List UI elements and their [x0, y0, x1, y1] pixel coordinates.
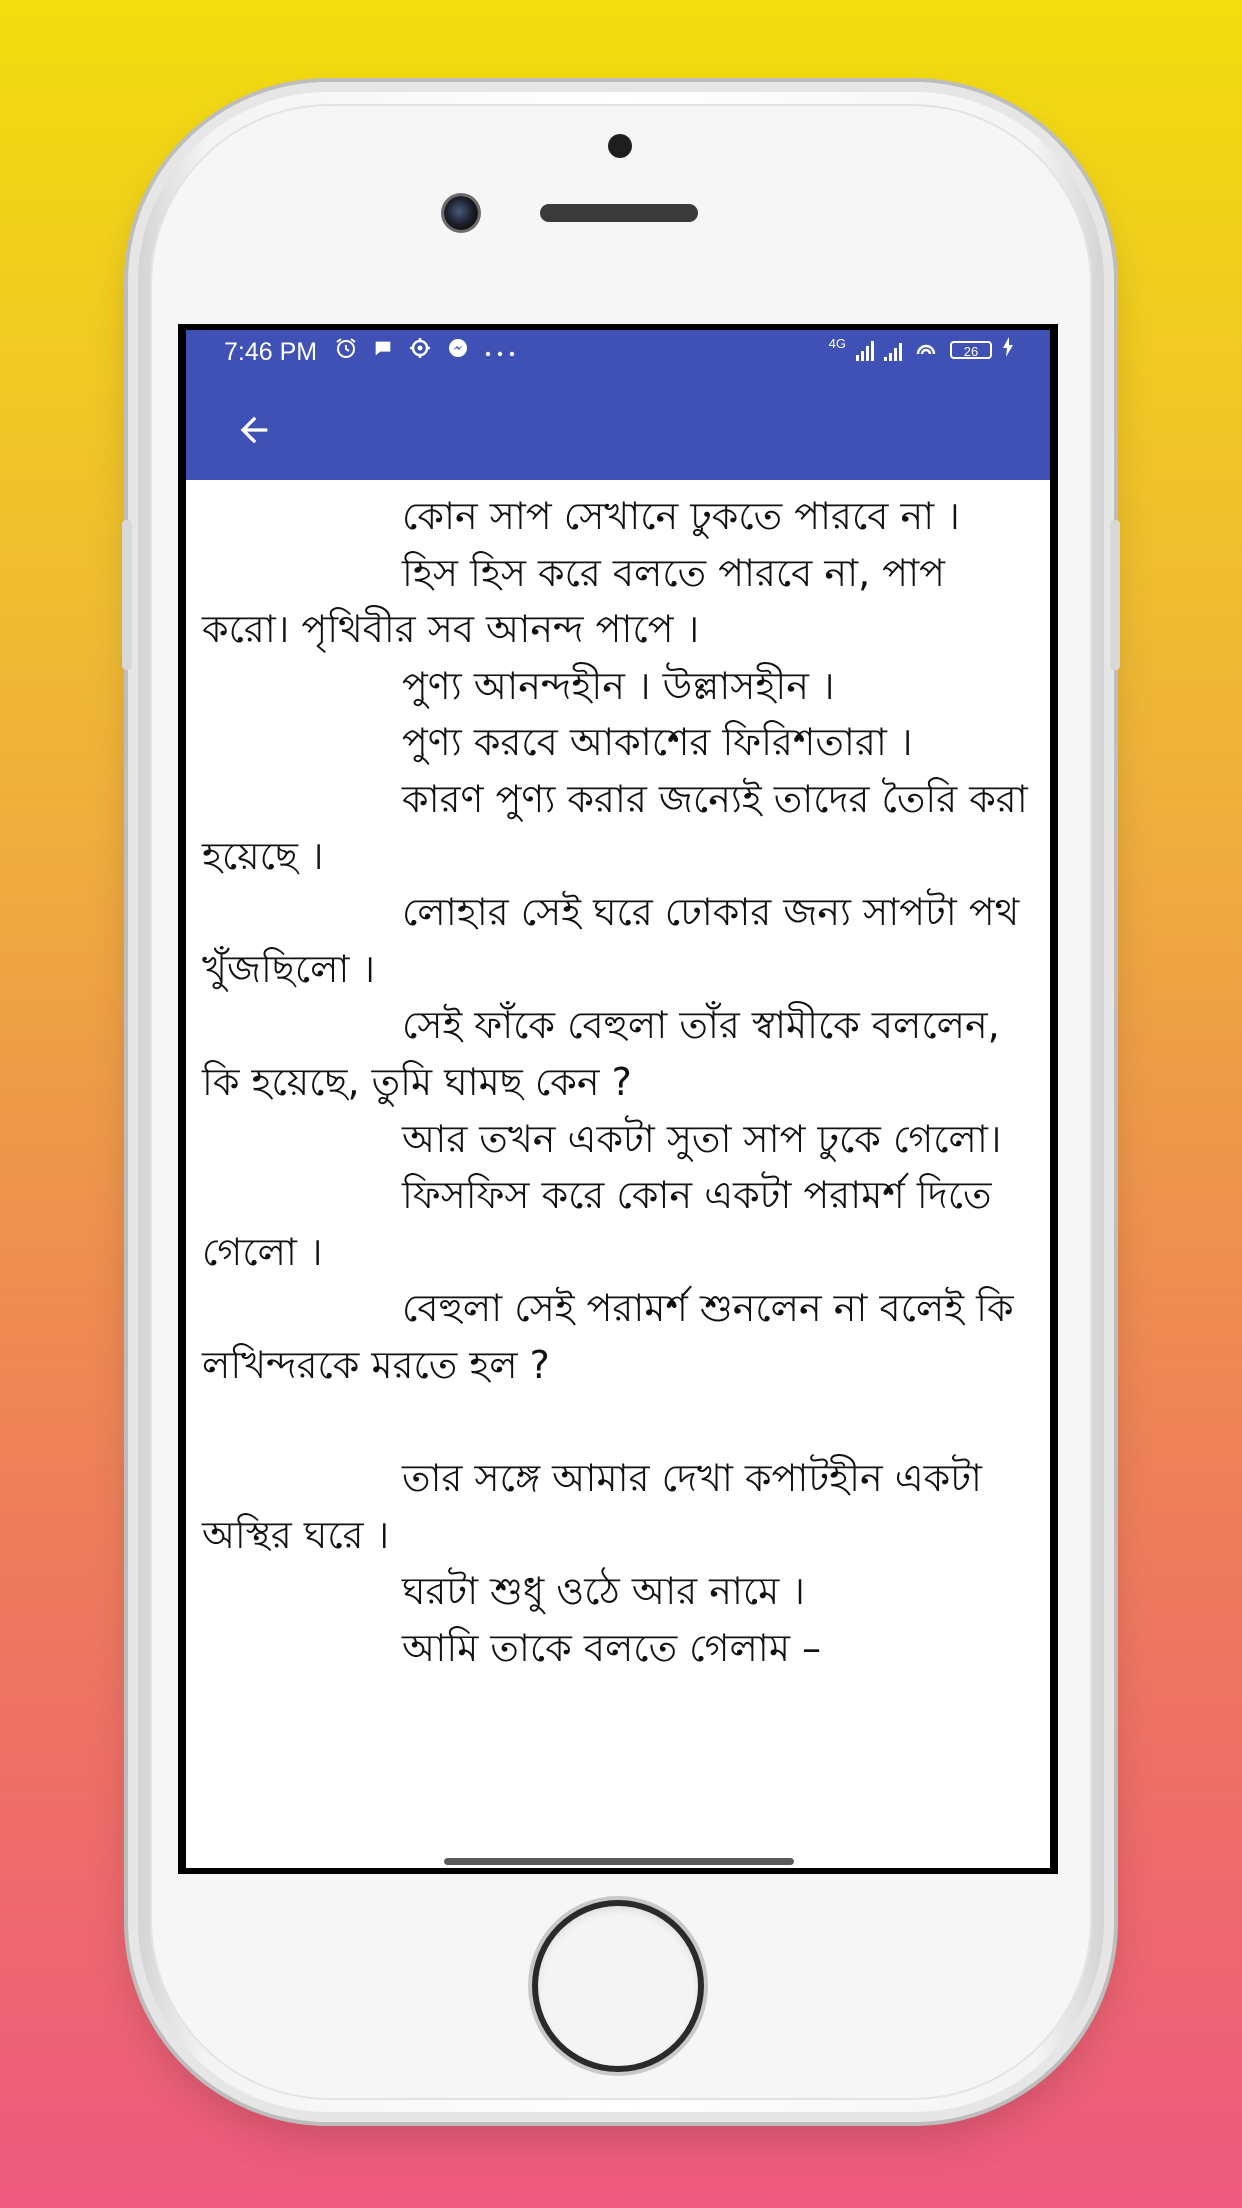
poem-paragraph: আর তখন একটা সুতা সাপ ঢুকে গেলো।: [402, 1116, 1002, 1161]
proximity-sensor: [608, 134, 632, 158]
app-toolbar: [186, 380, 1050, 480]
poem-paragraph: পুণ্য করবে আকাশের ফিরিশতারা ।: [402, 720, 913, 765]
system-status-icons: [829, 336, 1014, 363]
phone-side-button: [1110, 520, 1120, 670]
phone-home-button: [538, 1906, 698, 2066]
poem-paragraph: ঘরটা শুধু ওঠে আর নামে ।: [402, 1569, 805, 1614]
poem-paragraph: লোহার সেই ঘরে ঢোকার জন্য সাপটা পথ খুঁজছিলো ।: [202, 890, 1020, 991]
hotspot-icon: [912, 336, 940, 363]
more-dots-icon: [484, 337, 516, 367]
poem-content: [202, 480, 1036, 1676]
chat-bubble-icon: [372, 337, 394, 367]
poem-paragraph: আমি তাকে বলতে গেলাম –: [402, 1625, 822, 1670]
poem-paragraph: কারণ পুণ্য করার জন্যেই তাদের তৈরি করা হয়েছে ।: [202, 776, 1028, 878]
signal-strength-icon: [884, 339, 902, 361]
gesture-navigation-bar[interactable]: [444, 1858, 794, 1865]
poem-paragraph: কোন সাপ সেখানে ঢুকতে পারবে না ।: [402, 494, 960, 538]
earpiece-speaker: [540, 204, 698, 222]
poem-paragraph: বেহুলা সেই পরামর্শ শুনলেন না বলেই কি লখিন্দরকে মরতে হল ?: [202, 1286, 1014, 1387]
stanza-break: [202, 1394, 1036, 1451]
poem-paragraph: হিস হিস করে বলতে পারবে না, পাপ করো। পৃথিবীর সব আনন্দ পাপে ।: [202, 550, 945, 652]
signal-strength-icon: [856, 339, 874, 361]
front-camera-icon: [444, 196, 478, 230]
charging-icon: [1002, 337, 1014, 362]
status-bar: [186, 330, 1050, 380]
arrow-left-icon: [234, 410, 274, 450]
poem-paragraph: তার সঙ্গে আমার দেখা কপাটহীন একটা অস্থির ঘরে ।: [202, 1456, 982, 1557]
messenger-icon: [446, 336, 470, 368]
network-type-label: 4G: [828, 336, 846, 351]
poem-paragraph: পুণ্য আনন্দহীন । উল্লাসহীন ।: [402, 663, 835, 708]
status-time: 7:46 PM: [224, 338, 318, 366]
app-screen: [186, 330, 1050, 1868]
battery-icon: 26: [950, 341, 992, 359]
vpn-gear-icon: [408, 336, 432, 368]
alarm-icon: [334, 336, 358, 368]
phone-side-button: [122, 520, 132, 670]
notification-icons: [334, 336, 516, 368]
poem-paragraph: সেই ফাঁকে বেহুলা তাঁর স্বামীকে বললেন, কি হয়েছে, তুমি ঘামছ কেন ?: [202, 1003, 1000, 1104]
back-button[interactable]: [226, 402, 282, 458]
poem-paragraph: ফিসফিস করে কোন একটা পরামর্শ দিতে গেলো ।: [202, 1173, 992, 1274]
